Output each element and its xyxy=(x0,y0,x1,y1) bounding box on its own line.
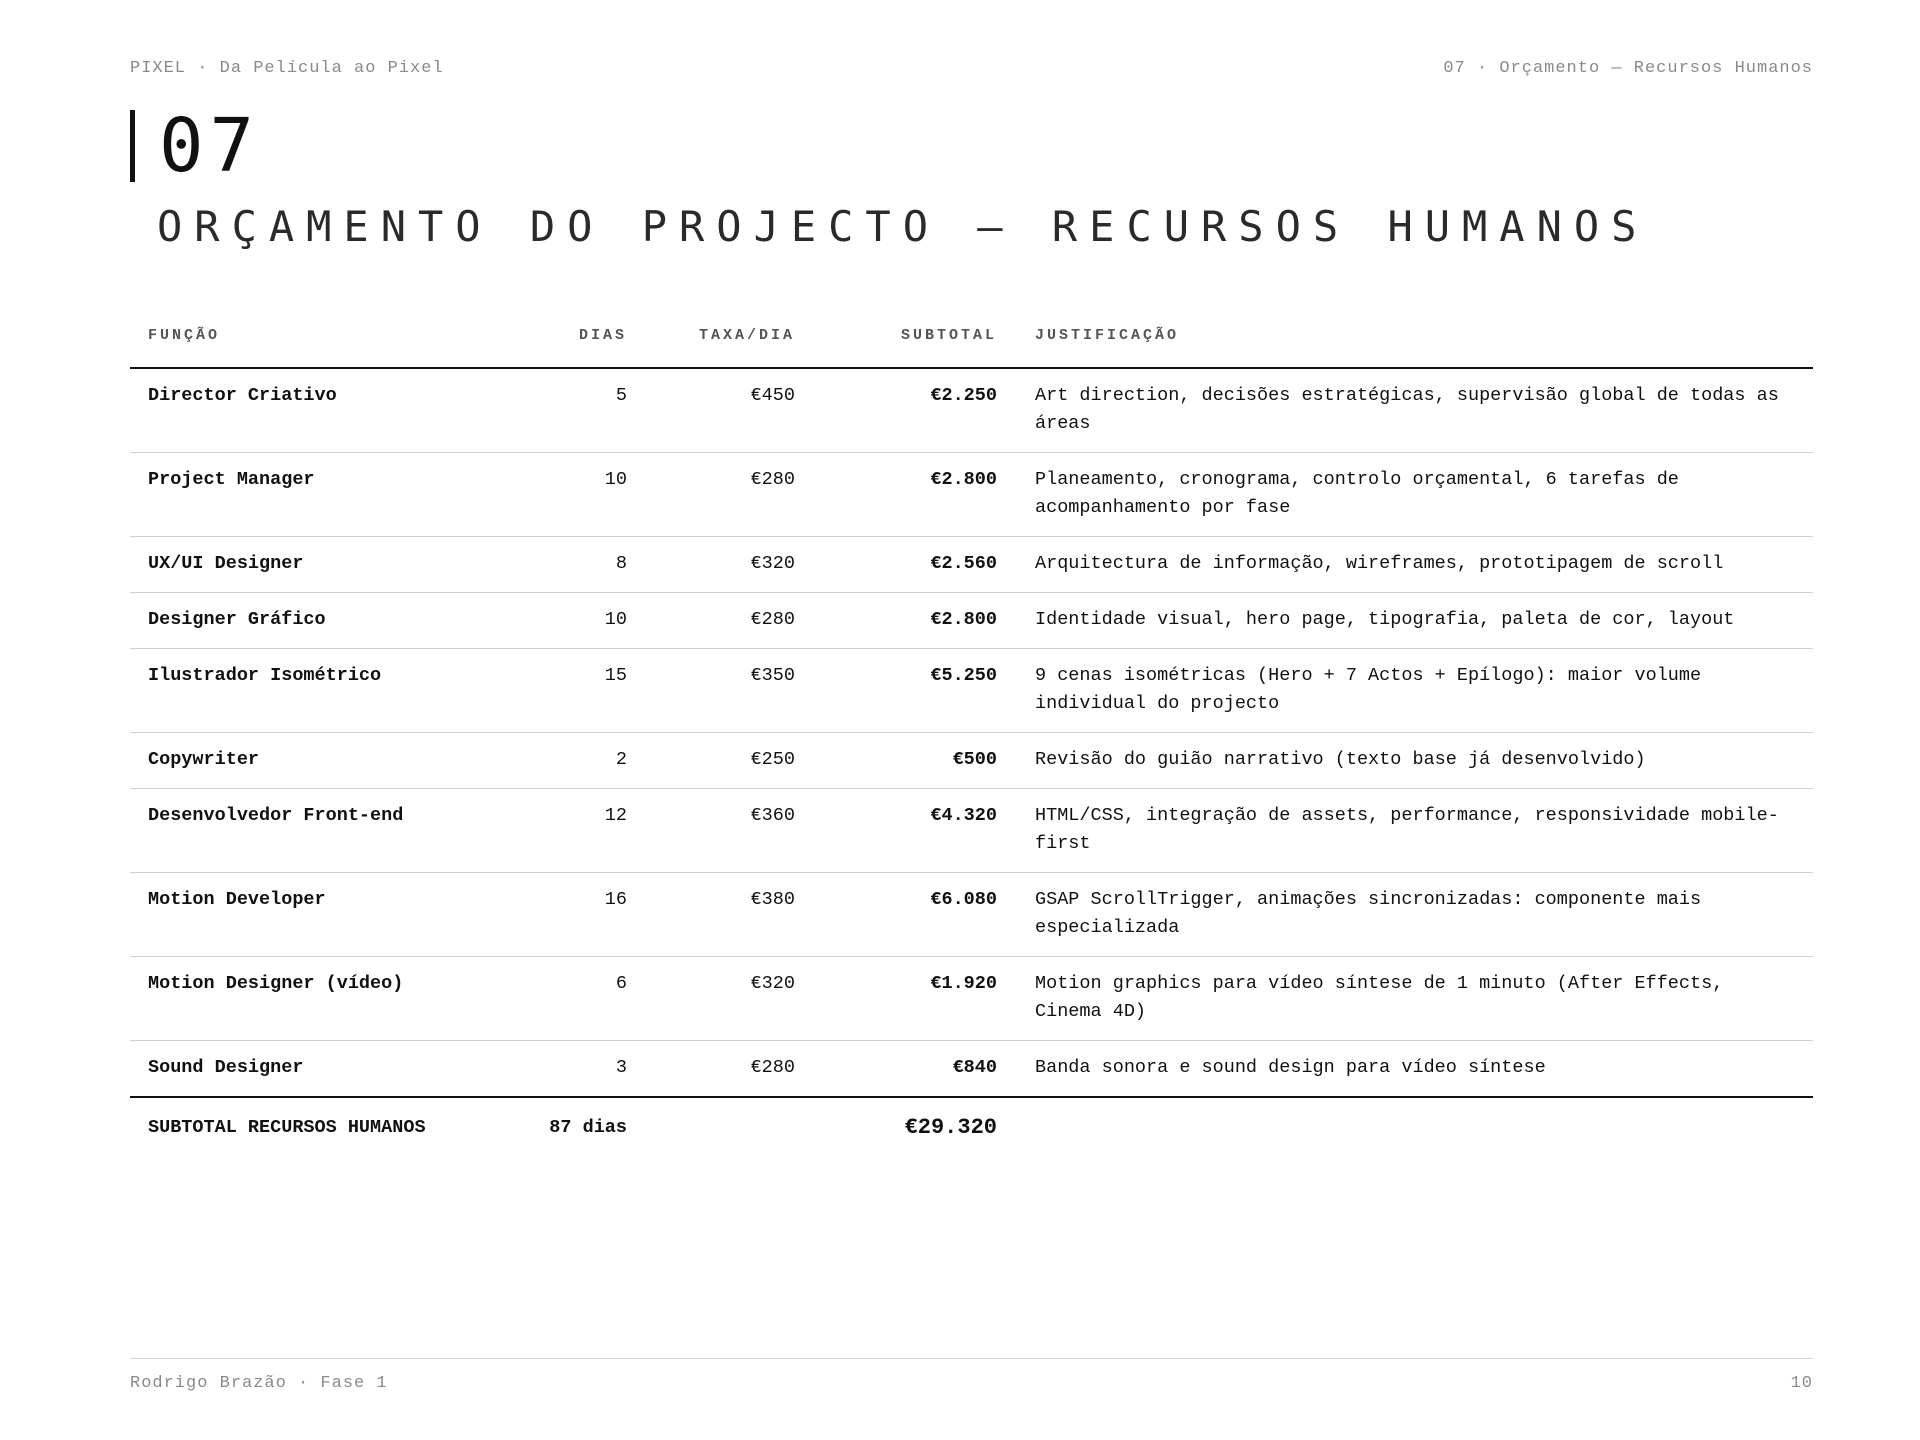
cell-rate: €280 xyxy=(645,593,813,649)
total-row xyxy=(130,1097,1813,1156)
total-label: SUBTOTAL RECURSOS HUMANOS xyxy=(148,1117,426,1138)
cell-justification: Motion graphics para vídeo síntese de 1 minuto (After Effects, Cinema 4D) xyxy=(1015,957,1813,1041)
running-header xyxy=(130,59,1813,81)
cell-justification: HTML/CSS, integração de assets, performance, responsividade mobile-first xyxy=(1015,789,1813,873)
cell-subtotal: €4.320 xyxy=(813,789,1015,873)
cell-justification: Banda sonora e sound design para vídeo síntese xyxy=(1015,1041,1813,1098)
total-rate-empty xyxy=(645,1097,813,1156)
table-row xyxy=(130,789,1813,873)
table-row xyxy=(130,733,1813,789)
cell-role: Project Manager xyxy=(130,453,530,537)
table-header-row xyxy=(130,308,1813,368)
cell-role: Motion Designer (vídeo) xyxy=(130,957,530,1041)
cell-justification: GSAP ScrollTrigger, animações sincronizadas: componente mais especializada xyxy=(1015,873,1813,957)
cell-rate: €350 xyxy=(645,649,813,733)
table-row xyxy=(130,957,1813,1041)
cell-role: Motion Developer xyxy=(130,873,530,957)
cell-rate: €320 xyxy=(645,537,813,593)
table-row xyxy=(130,873,1813,957)
cell-days: 5 xyxy=(530,368,645,453)
cell-subtotal: €1.920 xyxy=(813,957,1015,1041)
cell-role: Desenvolvedor Front-end xyxy=(130,789,530,873)
footer-author: Rodrigo Brazão · Fase 1 xyxy=(130,1374,388,1393)
cell-rate: €280 xyxy=(645,453,813,537)
footer-divider xyxy=(130,1358,1813,1359)
cell-subtotal: €2.560 xyxy=(813,537,1015,593)
cell-justification: Identidade visual, hero page, tipografia, paleta de cor, layout xyxy=(1015,593,1813,649)
cell-justification: Revisão do guião narrativo (texto base já desenvolvido) xyxy=(1015,733,1813,789)
cell-rate: €450 xyxy=(645,368,813,453)
section-title: ORÇAMENTO DO PROJECTO — RECURSOS HUMANOS xyxy=(157,202,1649,251)
cell-role: Director Criativo xyxy=(130,368,530,453)
cell-days: 15 xyxy=(530,649,645,733)
page-footer xyxy=(130,1374,1813,1396)
cell-rate: €320 xyxy=(645,957,813,1041)
cell-rate: €250 xyxy=(645,733,813,789)
cell-justification: 9 cenas isométricas (Hero + 7 Actos + Epílogo): maior volume individual do projecto xyxy=(1015,649,1813,733)
table-row xyxy=(130,649,1813,733)
cell-role: Sound Designer xyxy=(130,1041,530,1098)
table-row xyxy=(130,368,1813,453)
column-header-role: FUNÇÃO xyxy=(130,308,530,368)
column-header-justification: JUSTIFICAÇÃO xyxy=(1015,308,1813,368)
cell-role: Ilustrador Isométrico xyxy=(130,649,530,733)
cell-role: UX/UI Designer xyxy=(130,537,530,593)
table-row xyxy=(130,537,1813,593)
cell-rate: €360 xyxy=(645,789,813,873)
cell-role: Designer Gráfico xyxy=(130,593,530,649)
table-row xyxy=(130,1041,1813,1098)
cell-days: 10 xyxy=(530,453,645,537)
table-row xyxy=(130,593,1813,649)
column-header-days: DIAS xyxy=(530,308,645,368)
cell-days: 12 xyxy=(530,789,645,873)
budget-table xyxy=(130,308,1813,1156)
cell-days: 6 xyxy=(530,957,645,1041)
cell-rate: €280 xyxy=(645,1041,813,1098)
table-row xyxy=(130,453,1813,537)
cell-subtotal: €5.250 xyxy=(813,649,1015,733)
cell-subtotal: €6.080 xyxy=(813,873,1015,957)
page-number: 10 xyxy=(1790,1374,1813,1393)
cell-subtotal: €2.800 xyxy=(813,453,1015,537)
cell-justification: Art direction, decisões estratégicas, supervisão global de todas as áreas xyxy=(1015,368,1813,453)
cell-subtotal: €840 xyxy=(813,1041,1015,1098)
cell-justification: Arquitectura de informação, wireframes, prototipagem de scroll xyxy=(1015,537,1813,593)
total-subtotal: €29.320 xyxy=(904,1115,997,1140)
total-days: 87 dias xyxy=(549,1117,627,1138)
cell-justification: Planeamento, cronograma, controlo orçamental, 6 tarefas de acompanhamento por fase xyxy=(1015,453,1813,537)
cell-subtotal: €500 xyxy=(813,733,1015,789)
header-section-label: 07 · Orçamento — Recursos Humanos xyxy=(1443,59,1813,78)
section-number: 07 xyxy=(130,110,260,182)
header-publication-title: PIXEL · Da Película ao Pixel xyxy=(130,59,444,78)
total-justification-empty xyxy=(1015,1097,1813,1156)
cell-subtotal: €2.250 xyxy=(813,368,1015,453)
cell-days: 16 xyxy=(530,873,645,957)
cell-days: 10 xyxy=(530,593,645,649)
cell-days: 8 xyxy=(530,537,645,593)
cell-days: 2 xyxy=(530,733,645,789)
column-header-subtotal: SUBTOTAL xyxy=(813,308,1015,368)
cell-role: Copywriter xyxy=(130,733,530,789)
cell-rate: €380 xyxy=(645,873,813,957)
cell-days: 3 xyxy=(530,1041,645,1098)
cell-subtotal: €2.800 xyxy=(813,593,1015,649)
column-header-rate: TAXA/DIA xyxy=(645,308,813,368)
document-page xyxy=(130,0,1813,1440)
